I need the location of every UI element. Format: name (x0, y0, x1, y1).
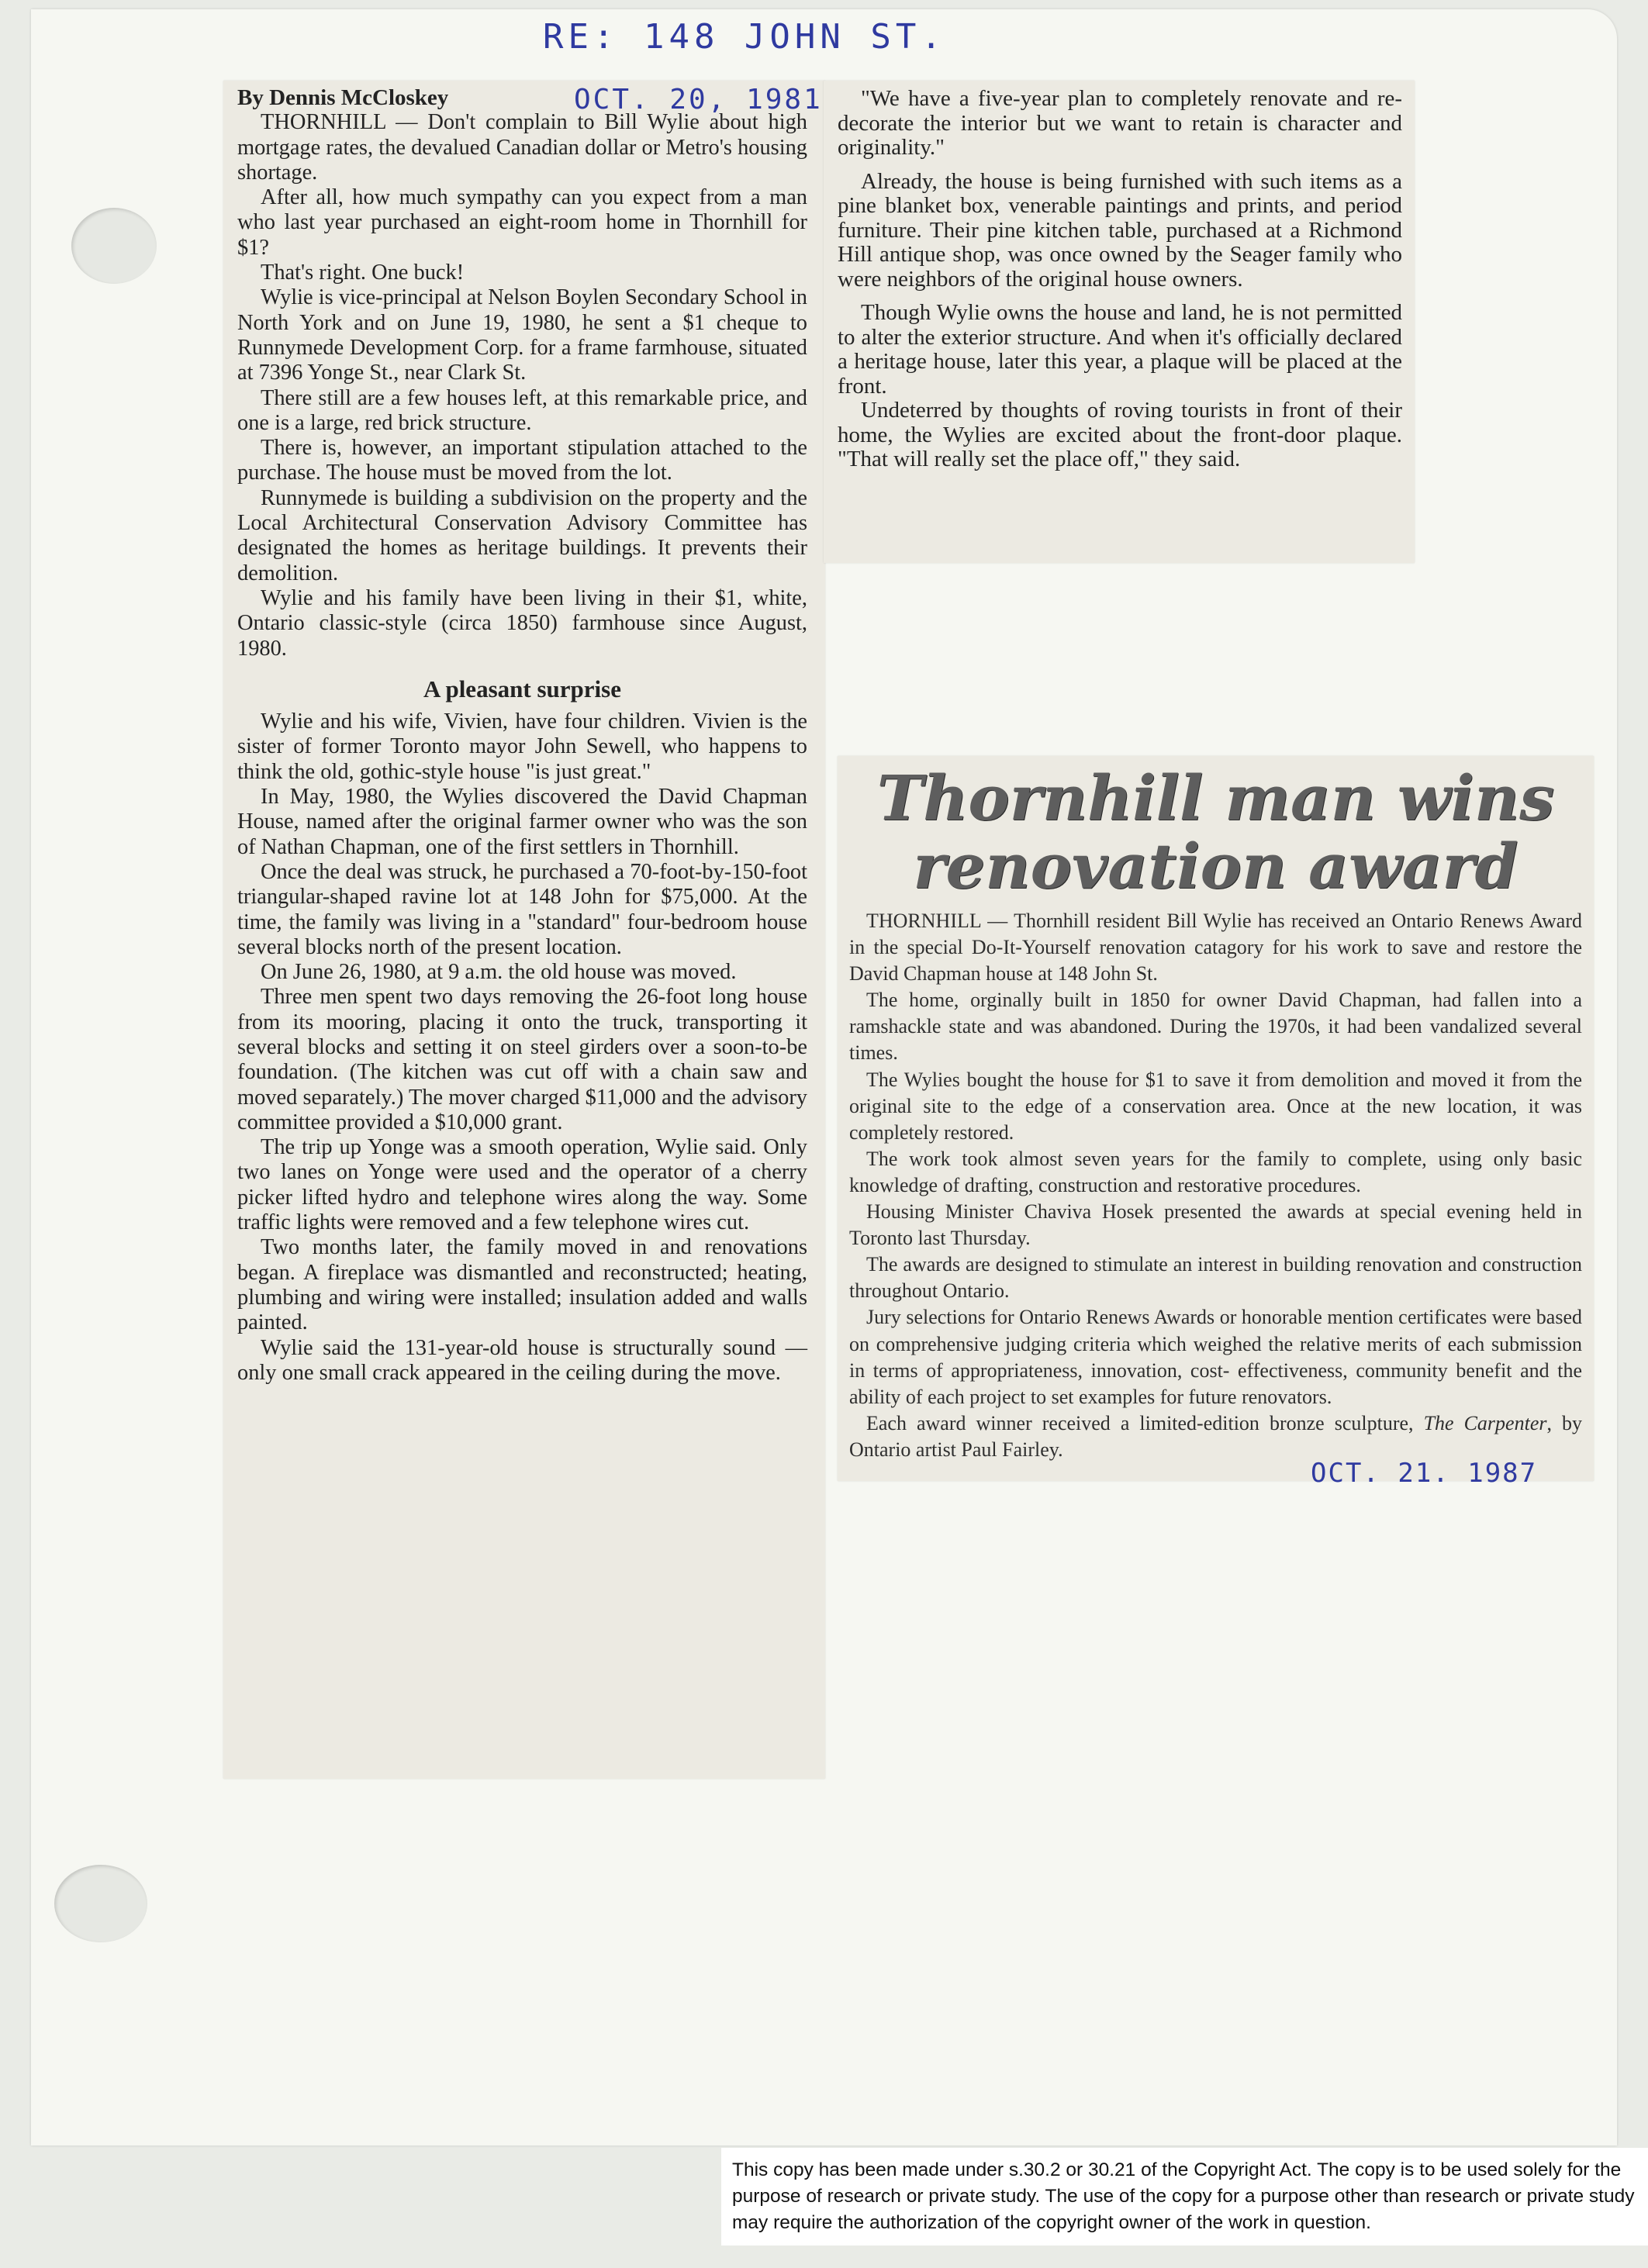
paragraph: The home, orginally built in 1850 for owner David Chapman, had fallen into a ramshackle state and was abandoned. During the 1970s, it had been vandalized several times. (849, 989, 1582, 1065)
paragraph: "We have a five-year plan to completely renovate and re-decorate the interior but we want to retain is character and originality." (838, 86, 1402, 160)
headline-line-2: renovation award (913, 830, 1518, 903)
paragraph: Once the deal was struck, he purchased a 70-foot-by-150-foot triangular-shaped ravine lot at 148 John for $75,000. At the time, the family was living in a "standard" four-bedroom house several blocks north of the present location. (237, 859, 807, 959)
article1-column1 (237, 85, 807, 1386)
paragraph: Wylie said the 131-year-old house is structurally sound — only one small crack appeared in the ceiling during the move. (237, 1335, 807, 1385)
byline: By Dennis McCloskey (237, 85, 449, 110)
paragraph: Wylie and his wife, Vivien, have four children. Vivien is the sister of former Toronto mayor John Sewell, who happens to think the old, gothic-style house "is just great." (237, 709, 807, 784)
paragraph (849, 1410, 1582, 1463)
subhead: A pleasant surprise (423, 675, 621, 702)
paragraph: On June 26, 1980, at 9 a.m. the old house was moved. (261, 960, 737, 985)
paragraph: Wylie and his family have been living in their $1, white, Ontario classic-style (circa 1850) farmhouse since August, 1980. (237, 585, 807, 661)
paragraph: The work took almost seven years for the family to complete, using only basic knowledge of drafting, construction and restorative procedures. (849, 1147, 1582, 1196)
paragraph: The awards are designed to stimulate an interest in building renovation and construction throughout Ontario. (849, 1253, 1582, 1303)
paragraph-lead: Each award winner received a limited-edition bronze sculpture, (866, 1411, 1424, 1434)
paragraph: In May, 1980, the Wylies discovered the David Chapman House, named after the original farmer owner who was the son of Nathan Chapman, one of the first settlers in Thornhill. (237, 785, 807, 859)
paragraph: Already, the house is being furnished with such items as a pine blanket box, venerable paintings and prints, and period furniture. Their pine kitchen table, purchased at a Richmond Hill antique shop, was once owned by the Seager family who were neighbors of the original house owners. (838, 168, 1402, 292)
paragraph: Though Wylie owns the house and land, he is not permitted to alter the exterior structure. And when it's officially declared a heritage house, later this year, a plaque will be placed at the front. (838, 300, 1402, 399)
paragraph-tail: , by Ontario artist Paul Fairley. (849, 1411, 1583, 1461)
paragraph: Runnymede is building a subdivision on the property and the Local Architectural Conservation Advisory Committee has designated the homes as heritage buildings. It prevents their demolition. (237, 485, 807, 585)
article2 (849, 761, 1583, 1463)
headline-line-1: Thornhill man wins (876, 761, 1555, 834)
paragraph: That's right. One buck! (261, 261, 465, 285)
paragraph: Three men spent two days removing the 26-foot long house from its mooring, placing it onto the truck, transporting it several blocks and setting it on steel girders over a soon-to-be foundation. (The kitchen was cut off with a chain saw and moved separately.) The mover charged $11,000 and the advisory committee provided a $10,000 grant. (237, 985, 807, 1134)
copyright-notice: This copy has been made under s.30.2 or 30.21 of the Copyright Act. The copy is to be used solely for the purpose of research or private study. The use of the copy for a purpose other than research or private study may require the authorization of the copyright owner of the work in question. (721, 2148, 1648, 2246)
article1-column2 (838, 87, 1402, 472)
paragraph: Jury selections for Ontario Renews Awards or honorable mention certificates were based on comprehensive judging criteria which weighed the relative merits of each submission in terms of appropriateness, innovation, cost- effectiveness, community benefit and the ability of each project to set examples for future renovators. (849, 1306, 1582, 1408)
binder-hole-bottom (54, 1865, 147, 1942)
binder-hole-top (71, 208, 157, 284)
headline (849, 761, 1582, 903)
paragraph: Undeterred by thoughts of roving tourists in front of their home, the Wylies are excited about the front-door plaque. "That will really set the place off," they said. (838, 398, 1402, 471)
paragraph: The trip up Yonge was a smooth operation, Wylie said. Only two lanes on Yonge were used and the operator of a cherry picker lifted hydro and telephone wires along the way. Some traffic lights were removed and a few telephone wires cut. (237, 1135, 807, 1235)
paragraph: Two months later, the family moved in and renovations began. A fireplace was dismantled and reconstructed; heating, plumbing and wiring were installed; insulation added and walls painted. (237, 1235, 807, 1335)
handwritten-date-1981: OCT. 20, 1981 (574, 84, 823, 116)
handwritten-date-1987: OCT. 21. 1987 (1311, 1458, 1538, 1489)
sculpture-title: The Carpenter (1423, 1411, 1547, 1434)
paragraph: The Wylies bought the house for $1 to save it from demolition and moved it from the original site to the edge of a conservation area. Once at the new location, it was completely restored. (849, 1068, 1582, 1144)
paragraph: There is, however, an important stipulation attached to the purchase. The house must be moved from the lot. (237, 436, 807, 485)
paragraph: THORNHILL — Don't complain to Bill Wylie about high mortgage rates, the devalued Canadian dollar or Metro's housing shortage. (237, 110, 807, 185)
paragraph: Housing Minister Chaviva Hosek presented the awards at special evening held in Toronto last Thursday. (849, 1200, 1582, 1250)
paragraph: THORNHILL — Thornhill resident Bill Wylie has received an Ontario Renews Award in the special Do-It-Yourself renovation catagory for his work to save and restore the David Chapman house at 148 John St. (849, 910, 1582, 986)
handwritten-header: RE: 148 JOHN ST. (543, 17, 946, 57)
article2-body (849, 908, 1582, 1463)
paragraph: There still are a few houses left, at this remarkable price, and one is a large, red brick structure. (237, 385, 807, 435)
paragraph: After all, how much sympathy can you expect from a man who last year purchased an eight-room home in Thornhill for $1? (237, 185, 807, 260)
paragraph: Wylie is vice-principal at Nelson Boylen Secondary School in North York and on June 19, 1980, he sent a $1 cheque to Runnymede Development Corp. for a frame farmhouse, situated at 7396 Yonge St., near Clark St. (237, 285, 807, 385)
